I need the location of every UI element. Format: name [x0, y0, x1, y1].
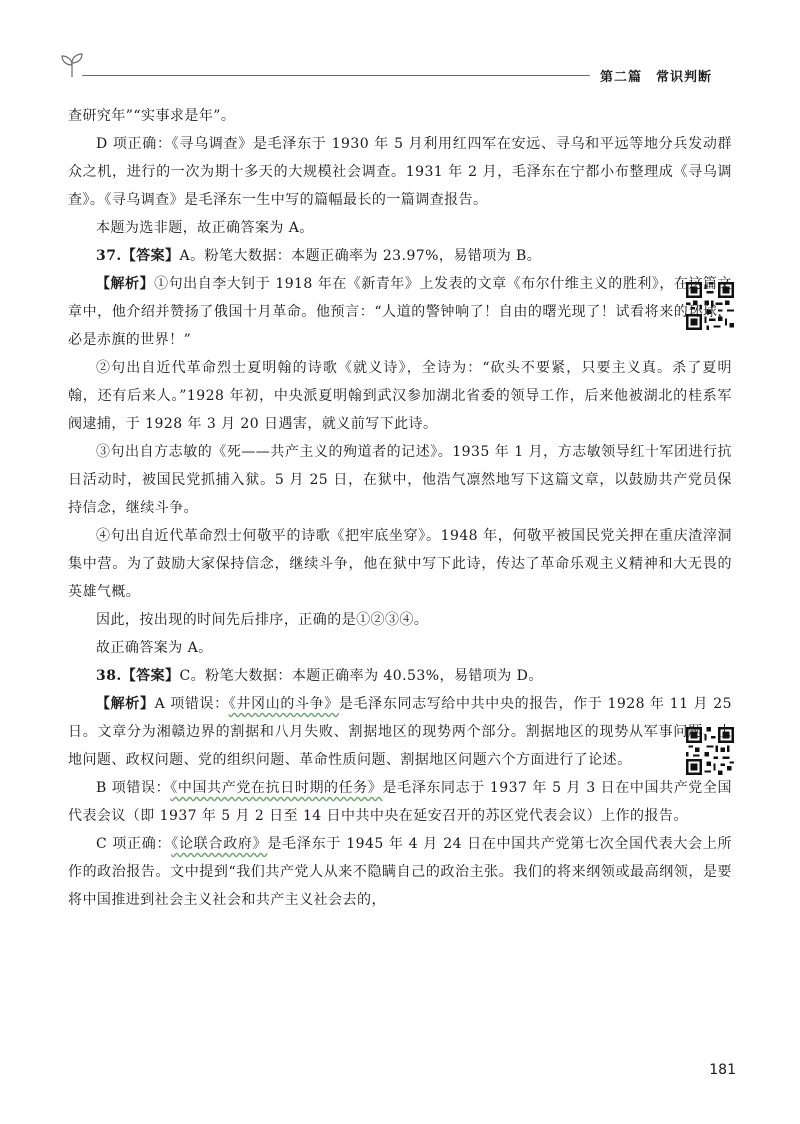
paragraph: B 项错误：《中国共产党在抗日时期的任务》是毛泽东同志于 1937 年 5 月 3 日在中国共产党全国代表会议（即 1937 年 5 月 2 日至 14 日中共中央在延安召开的苏区党代表会议）上作的报告。 — [68, 780, 732, 824]
book-title-highlight: 《井冈山的斗争》 — [228, 696, 339, 712]
sprout-icon — [60, 52, 84, 78]
analysis-37: 【解析】①句出自李大钊于 1918 年在《新青年》上发表的文章《布尔什维主义的胜利》，在这篇文章中，他介绍并赞扬了俄国十月革命。他预言：“人道的警钟响了！自由的曙光现了！试看将来的环球，必是赤旗的世界！” — [68, 276, 732, 348]
paragraph: 查研究年”“实事求是年”。 — [68, 108, 236, 124]
paragraph: ②句出自近代革命烈士夏明翰的诗歌《就义诗》，全诗为：“砍头不要紧，只要主义真。杀了夏明翰，还有后来人。”1928 年初，中央派夏明翰到武汉参加湖北省委的领导工作，后来他被湖北的桂系军阀逮捕，于 1928 年 3 月 20 日遇害，就义前写下此诗。 — [68, 360, 732, 432]
section-title: 第二篇 常识判断 — [600, 70, 713, 85]
paragraph: C 项正确：《论联合政府》是毛泽东于 1945 年 4 月 24 日在中国共产党第七次全国代表大会上所作的政治报告。文中提到“我们共产党人从来不隐瞒自己的政治主张。我们的将来纲领或最高纲领，是要将中国推进到社会主义社会和共产主义社会去的， — [68, 836, 732, 908]
answer-label: 38.【答案】 — [96, 668, 180, 684]
answer-explanations — [68, 102, 732, 914]
analysis-label: 【解析】 — [96, 696, 155, 712]
book-title-highlight: 《中国共产党在抗日时期的任务》 — [170, 780, 383, 796]
paragraph: 故正确答案为 A。 — [96, 640, 213, 656]
answer-37: 37.【答案】A。粉笔大数据：本题正确率为 23.97%，易错项为 B。 — [96, 248, 542, 264]
analysis-38: 【解析】A 项错误：《井冈山的斗争》是毛泽东同志写给中共中央的报告，作于 1928 年 11 月 25 日。文章分为湘赣边界的割据和八月失败、割据地区的现势两个部分。割据地区的现势从军事问题、土地问题、政权问题、党的组织问题、革命性质问题、割据地区问题六个方面进行了论述。 — [68, 696, 732, 768]
header-rule — [82, 75, 590, 76]
paragraph: 本题为选非题，故正确答案为 A。 — [96, 220, 314, 236]
page-number: 181 — [709, 1062, 736, 1078]
book-title-highlight: 《论联合政府》 — [171, 836, 268, 852]
analysis-label: 【解析】 — [96, 276, 155, 292]
paragraph: ④句出自近代革命烈士何敬平的诗歌《把牢底坐穿》。1948 年，何敬平被国民党关押在重庆渣滓洞集中营。为了鼓励大家保持信念，继续斗争，他在狱中写下此诗，传达了革命乐观主义精神和大无畏的英雄气概。 — [68, 528, 732, 600]
paragraph: D 项正确：《寻乌调查》是毛泽东于 1930 年 5 月利用红四军在安远、寻乌和平远等地分兵发动群众之机，进行的一次为期十多天的大规模社会调查。1931 年 2 月，毛泽东在宁都小布整理成《寻乌调查》。《寻乌调查》是毛泽东一生中写的篇幅最长的一篇调查报告。 — [68, 136, 732, 208]
paragraph: ③句出自方志敏的《死——共产主义的殉道者的记述》。1935 年 1 月，方志敏领导红十军团进行抗日活动时，被国民党抓捕入狱。5 月 25 日，在狱中，他浩气凛然地写下这篇文章，以鼓励共产党员保持信念，继续斗争。 — [68, 444, 732, 516]
paragraph: 因此，按出现的时间先后排序，正确的是①②③④。 — [96, 612, 429, 628]
answer-label: 37.【答案】 — [96, 248, 180, 264]
answer-38: 38.【答案】C。粉笔大数据：本题正确率为 40.53%，易错项为 D。 — [96, 668, 543, 684]
